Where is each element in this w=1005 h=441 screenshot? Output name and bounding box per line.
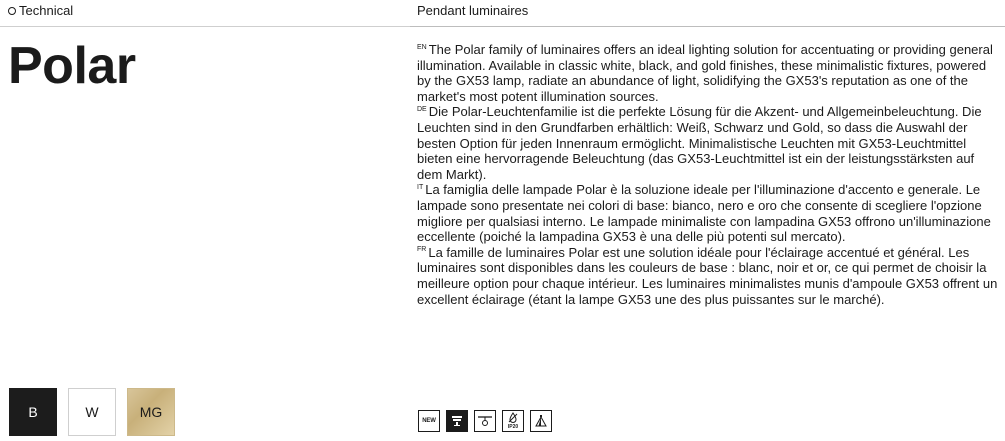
section-label: [8, 3, 73, 18]
product-title: Polar: [8, 37, 136, 95]
description-text: The Polar family of luminaires offers an ideal lighting solution for accentuating or providing general illumination. Available in classic white, black, and gold finishes, these minimalistic fixtures, powered by the GX53 lamp, radiate an abundance of light, solidifying the GX53's reputation as one of the market's most potent illumination sources.: [417, 42, 993, 104]
lang-tag-it: IT: [417, 184, 424, 192]
description-text: Die Polar-Leuchtenfamilie ist die perfekte Lösung für die Akzent- und Allgemeinbeleuchtung. Die Leuchten sind in den Grundfarben erhältlich: Weiß, Schwarz und Gold, so dass die Auswahl der besten Option für jeden Innenraum ermöglicht. Minimalistische Leuchten mit GX53-Leuchtmittel bieten eine hervorragende Beleuchtung (das GX53-Leuchtmittel ist ein der leistungsstärksten auf dem Markt).: [417, 104, 982, 182]
category-label: Pendant luminaires: [417, 3, 529, 18]
circle-icon: [8, 7, 16, 15]
swatch-black[interactable]: B: [9, 388, 57, 436]
header-bar: [0, 0, 1005, 26]
new-badge-icon: [418, 410, 440, 432]
description-it: [417, 182, 1000, 244]
description-block: [417, 42, 1000, 307]
lang-tag-fr: FR: [417, 246, 427, 254]
feature-icons: [418, 410, 558, 432]
beam-angle-icon: [530, 410, 552, 432]
lang-tag-en: EN: [417, 43, 427, 51]
ceiling-light-icon: [474, 410, 496, 432]
description-text: La famiglia delle lampade Polar è la soluzione ideale per l'illuminazione d'accento e generale. Le lampade sono presentate nei colori di base: bianco, nero e oro che consente di scegliere l'opzione migliore per qualsiasi interno. Le lampade minimaliste con lampadina GX53 offrono un'illuminazione eccellente (poiché la lampadina GX53 è una delle più potenti sul mercato).: [417, 182, 991, 245]
description-text: La famille de luminaires Polar est une solution idéale pour l'éclairage accentué et général. Les luminaires sont disponibles dans les couleurs de base : blanc, noir et or, ce qui permet de choisir la meilleure option pour chaque intérieur. Les luminaires minimalistes munis d'ampoule GX53 offrent un excellent éclairage (étant la lampe GX53 une des plus puissantes sur le marché).: [417, 244, 998, 307]
ip-rating-icon: [502, 410, 524, 432]
description-fr: [417, 245, 1000, 307]
divider-right: [410, 26, 1005, 27]
ip-rating-text: IP20: [507, 424, 519, 430]
swatch-gold[interactable]: MG: [127, 388, 175, 436]
color-swatches: [9, 388, 186, 436]
section-text: Technical: [19, 3, 74, 18]
pendant-mount-icon: [446, 410, 468, 432]
new-badge-text: NEW: [422, 418, 436, 424]
lang-tag-de: DE: [417, 106, 427, 114]
description-de: [417, 104, 1000, 182]
description-en: [417, 42, 1000, 104]
swatch-white[interactable]: W: [68, 388, 116, 436]
